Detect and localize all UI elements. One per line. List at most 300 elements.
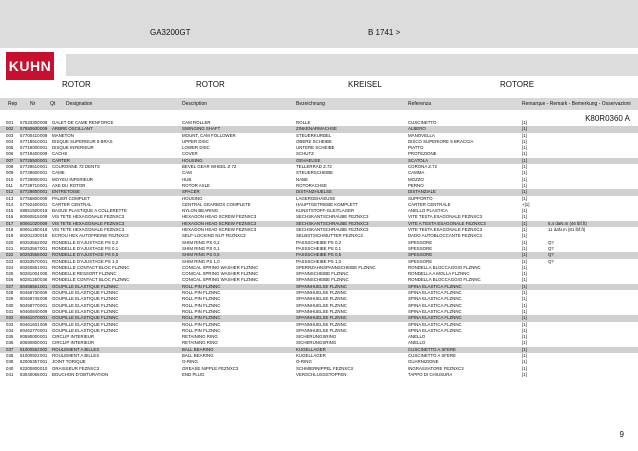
reference-label: B 1741 > bbox=[368, 28, 401, 37]
cell-pos: 039 bbox=[6, 359, 14, 365]
cell-rm: [1] bbox=[522, 120, 527, 125]
cell-en: BALL BEARING bbox=[182, 346, 214, 352]
cell-nr: 80061280 bbox=[20, 227, 40, 233]
cell-it: SPINA ELASTICA FLZNNC bbox=[408, 296, 462, 302]
cell-it: SPINA ELASTICA FLZNNC bbox=[408, 321, 462, 327]
cell-pos: 037 bbox=[6, 346, 14, 352]
cell-de: STEUERKURBEL bbox=[296, 132, 332, 138]
col-designation: Designation bbox=[66, 101, 93, 107]
cell-nr: 83040065 bbox=[20, 371, 40, 377]
cell-rm: [1] bbox=[522, 138, 527, 144]
cell-qt: 001 bbox=[40, 371, 48, 377]
cell-nr: 80253570 bbox=[20, 258, 40, 264]
cell-nr: 80460840 bbox=[20, 308, 40, 314]
cell-pos: 022 bbox=[6, 252, 14, 258]
cell-en: CONICAL SPRING WASHER FLZNNC bbox=[182, 277, 259, 283]
cell-rm: [1] bbox=[522, 290, 527, 296]
cell-rm: [1] bbox=[522, 359, 527, 365]
cell-fr: ENTRETOISE bbox=[52, 189, 80, 195]
cell-nr: 57729610 bbox=[20, 164, 40, 170]
cell-fr: CARTER bbox=[52, 157, 70, 163]
cell-rm: [1] bbox=[522, 157, 527, 163]
cell-fr: ROULEMENT A BILLES bbox=[52, 352, 100, 358]
cell-it: CUSCINETTO bbox=[408, 120, 437, 125]
cell-it: VITE A TESTA ESAGONALE FEZNXC3 bbox=[408, 220, 486, 226]
cell-fr: RONDELLE D'AJUSTAGE PS 0,5 bbox=[52, 252, 119, 258]
cell-it: RONDELLA BLOCCAGGIO FLZNNC bbox=[408, 277, 481, 283]
cell-pos: 016 bbox=[6, 214, 14, 220]
cell-nr: 80461601 bbox=[20, 321, 40, 327]
cell-en: SHIM RING PS 0,2 bbox=[182, 239, 220, 245]
cell-fr: GOUPILLE ELASTIQUE FLZNNC bbox=[52, 308, 119, 314]
cell-nr: 57729800 bbox=[20, 189, 40, 195]
cell-fr: RONDELLE RESSORT FLZNNC bbox=[52, 271, 117, 277]
cell-rm: [1] bbox=[522, 302, 527, 308]
cell-qt: 009 bbox=[40, 321, 48, 327]
cell-de: SELBSTSICHMUTTER FEZNXC3 bbox=[296, 233, 363, 239]
cell-fr: DISQUE INFERIEUR bbox=[52, 145, 94, 151]
cell-en: MOUNT, CAM FOLLOWER bbox=[182, 132, 236, 138]
cell-rm: [1] bbox=[522, 151, 527, 157]
cell-qt: 036 bbox=[40, 277, 48, 283]
cell-pos: 031 bbox=[6, 308, 14, 314]
cell-fr: ARBRE OSCILLANT bbox=[52, 126, 93, 132]
cell-qt: 018 bbox=[40, 208, 48, 214]
cell-nr: 80461070 bbox=[20, 315, 40, 321]
cell-qt: 009 bbox=[40, 220, 48, 226]
cell-ex: Q? bbox=[548, 252, 554, 258]
cell-rm: [1] bbox=[522, 371, 527, 377]
cell-nr: 80590000 bbox=[20, 334, 40, 340]
cell-pos: 008 bbox=[6, 164, 14, 170]
title-fr: ROTOR bbox=[62, 80, 91, 89]
cell-en: UPPER DISC bbox=[182, 138, 209, 144]
cell-rm: [1] bbox=[522, 258, 527, 264]
col-rep: Rep bbox=[8, 101, 18, 107]
cell-rm: [1] bbox=[522, 164, 527, 170]
cell-nr: 80281004 bbox=[20, 271, 40, 277]
cell-de: ZINKENARMACHSE bbox=[296, 126, 337, 132]
cell-qt: 001 bbox=[40, 352, 48, 358]
cell-de: SPANNSCHEIBE FLZNNC bbox=[296, 271, 349, 277]
cell-rm: [1] bbox=[522, 182, 527, 188]
cell-it: ANELLO bbox=[408, 340, 426, 346]
cell-de: SPANNHUELSE FLZNNC bbox=[296, 290, 347, 296]
cell-de: DISTANZHUELSE bbox=[296, 189, 333, 195]
cell-pos: 041 bbox=[6, 371, 14, 377]
cell-de: SPANNHUELSE FLZNNC bbox=[296, 296, 347, 302]
cell-pos: 005 bbox=[6, 145, 14, 151]
cell-it: DISTANZIALE bbox=[408, 189, 436, 195]
cell-en: HUB bbox=[182, 176, 192, 182]
cell-fr: RONDELLE CONTACT BLOC FLZNNC bbox=[52, 264, 130, 270]
cell-rm: [1] bbox=[522, 208, 527, 214]
cell-qt: 009 bbox=[40, 151, 48, 157]
cell-qt: 001 bbox=[40, 264, 48, 270]
cell-de: O-RING bbox=[296, 359, 312, 365]
cell-en: RETAINING RING bbox=[182, 334, 218, 340]
cell-qt: 001 bbox=[40, 334, 48, 340]
cell-de: PASSSCHEIBE PS 0,5 bbox=[296, 252, 342, 258]
cell-qt: 001 bbox=[40, 359, 48, 365]
cell-qt: 002 bbox=[40, 239, 48, 245]
cell-rm: [1] bbox=[522, 352, 527, 358]
cell-fr: BAGUE PLASTIQUE A COLLERETTE bbox=[52, 208, 127, 214]
cell-de: SPANNSCHEIBE FLZNNC bbox=[296, 277, 349, 283]
cell-fr: CARTER CENTRAL bbox=[52, 201, 92, 207]
cell-qt: 001 bbox=[40, 245, 48, 251]
cell-rm: [1] bbox=[522, 252, 527, 258]
cell-qt: 001 bbox=[40, 283, 48, 289]
cell-it: RONDELLA A MOLLA FLZNNC bbox=[408, 271, 470, 277]
cell-qt: 010 bbox=[40, 365, 48, 371]
cell-de: SPANNHUELSE FLZNNC bbox=[296, 302, 347, 308]
cell-pos: 001 bbox=[6, 120, 14, 125]
cell-qt: 009 bbox=[40, 296, 48, 302]
cell-en: ROLL PIN FLZNNC bbox=[182, 296, 221, 302]
cell-pos: 017 bbox=[6, 220, 14, 226]
cell-pos: 012 bbox=[6, 189, 14, 195]
col-remarque: Remarque - Remark - Bemerkung - Osservazioni bbox=[522, 101, 631, 107]
cell-rm: [1] bbox=[522, 189, 527, 195]
cell-rm: [1] bbox=[522, 365, 527, 371]
cell-it: CORONA Z.72 bbox=[408, 164, 438, 170]
cell-rm: [1] bbox=[522, 283, 527, 289]
cell-nr: 57729600 bbox=[20, 170, 40, 176]
cell-fr: GOUPILLE ELASTIQUE FLZNNC bbox=[52, 302, 119, 308]
cell-rm: [1] bbox=[522, 227, 527, 233]
cell-en: ROLL PIN FLZNNC bbox=[182, 308, 221, 314]
cell-en: ROLL PIN FLZNNC bbox=[182, 290, 221, 296]
cell-en: SPACER bbox=[182, 189, 200, 195]
cell-pos: 019 bbox=[6, 233, 14, 239]
cell-en: BALL BEARING bbox=[182, 352, 214, 358]
cell-de: SCHMIERNIPPEL FEZNXC3 bbox=[296, 365, 353, 371]
cell-de: LAGERGEHAEUSE bbox=[296, 195, 336, 201]
cell-rm: [1] bbox=[522, 245, 527, 251]
cell-qt: 001 bbox=[40, 182, 48, 188]
cell-rm: [1] bbox=[522, 214, 527, 220]
cell-pos: 035 bbox=[6, 334, 14, 340]
cell-qt: 002 bbox=[40, 252, 48, 258]
cell-en: SELF-LOCKING NUT FEZNXC3 bbox=[182, 233, 246, 239]
cell-de: STEUERSCHEIBE bbox=[296, 170, 334, 176]
cell-rm: [1] bbox=[522, 220, 527, 226]
parts-table bbox=[0, 120, 638, 378]
cell-qt: 009 bbox=[40, 132, 48, 138]
cell-it: SCATOLA bbox=[408, 157, 429, 163]
cell-fr: CIRCLIP INTERIEUR bbox=[52, 334, 95, 340]
cell-it: CARTER CENTRALE bbox=[408, 201, 451, 207]
cell-en: SHIM RING PS 0,5 bbox=[182, 252, 220, 258]
cell-nr: 57719400 bbox=[20, 151, 40, 157]
cell-rm: [1] bbox=[522, 315, 527, 321]
cell-it: INGRASSATORE FEZNXC3 bbox=[408, 365, 464, 371]
cell-fr: RONDELLE D'AJUSTAGE PS 0,2 bbox=[52, 239, 119, 245]
cell-qt: 009 bbox=[40, 120, 48, 125]
cell-qt: 001 bbox=[40, 340, 48, 346]
cell-qt: 018 bbox=[40, 233, 48, 239]
cell-pos: 004 bbox=[6, 138, 14, 144]
cell-de: SECHSKANTSCHRAUBE FEZNXC3 bbox=[296, 214, 369, 220]
cell-pos: 015 bbox=[6, 208, 14, 214]
cell-fr: JOINT TORIQUE bbox=[52, 359, 86, 365]
cell-pos: 007 bbox=[6, 157, 14, 163]
cell-pos: 036 bbox=[6, 340, 14, 346]
cell-en: ROLL PIN FLZNNC bbox=[182, 283, 221, 289]
cell-de: KUNSTSTOFF-GLEITLAGER bbox=[296, 208, 355, 214]
cell-ex: 11 daN.m (81 lbf.ft) bbox=[548, 227, 586, 233]
cell-qt: 002 bbox=[40, 346, 48, 352]
cell-fr: ROULEMENT A BILLES bbox=[52, 346, 100, 352]
cell-en: ROLL PIN FLZNNC bbox=[182, 315, 221, 321]
cell-it: SPESSORE bbox=[408, 252, 433, 258]
cell-rm: [1] bbox=[522, 308, 527, 314]
cell-nr: 82200800 bbox=[20, 365, 40, 371]
cell-pos: 002 bbox=[6, 126, 14, 132]
cell-nr: 80281250 bbox=[20, 277, 40, 283]
cell-fr: ECROU HEX AUTOFREINE FEZNXC3 bbox=[52, 233, 129, 239]
cell-it: SPINA ELASTICA FLZNNC bbox=[408, 315, 462, 321]
cell-it: DADO AUTOBLOCCANTE FEZNXC3 bbox=[408, 233, 482, 239]
cell-pos: 030 bbox=[6, 302, 14, 308]
cell-nr: 80458745 bbox=[20, 296, 40, 302]
cell-qt: 001 bbox=[40, 327, 48, 333]
cell-en: COVER bbox=[182, 151, 198, 157]
cell-pos: 011 bbox=[6, 182, 13, 188]
cell-en: CAM bbox=[182, 170, 192, 176]
cell-pos: 040 bbox=[6, 365, 14, 371]
cell-pos: 024 bbox=[6, 264, 14, 270]
cell-nr: 80260851 bbox=[20, 264, 40, 270]
cell-fr: VIS TETE HEXAGONALE FEZNXC3 bbox=[52, 214, 125, 220]
cell-nr: 57729900 bbox=[20, 176, 40, 182]
cell-it: ALBERO bbox=[408, 126, 426, 132]
cell-qt: 001 bbox=[40, 138, 48, 144]
cell-fr: GALET DE CAME RENFORCE bbox=[52, 120, 114, 125]
cell-pos: 028 bbox=[6, 290, 14, 296]
cell-rm: [1] bbox=[522, 145, 527, 151]
cell-nr: 58551500 bbox=[20, 208, 40, 214]
cell-qt: 001 bbox=[40, 189, 48, 195]
cell-rm: +[1] bbox=[522, 201, 530, 207]
cell-rm: [1] bbox=[522, 239, 527, 245]
logo-text: KUHN bbox=[8, 58, 52, 74]
cell-en: CONICAL SPRING WASHER FLZNNC bbox=[182, 271, 259, 277]
cell-it: SPINA ELASTICA FLZNNC bbox=[408, 283, 462, 289]
cell-nr: 81000502 bbox=[20, 352, 40, 358]
cell-pos: 038 bbox=[6, 352, 14, 358]
cell-rm: [1] bbox=[522, 132, 527, 138]
cell-en: CONICAL SPRING WASHER FLZNNC bbox=[182, 264, 259, 270]
cell-pos: 013 bbox=[6, 195, 14, 201]
cell-qt: 001 bbox=[40, 170, 48, 176]
cell-fr: GOUPILLE ELASTIQUE FLZNNC bbox=[52, 315, 119, 321]
cell-en: RETAINING RING bbox=[182, 340, 218, 346]
cell-de: PASSSCHEIBE PS 0,2 bbox=[296, 239, 342, 245]
cell-de: PASSSCHEIBE PS 1,0 bbox=[296, 258, 342, 264]
cell-it: CUSCINETTO A SFERE bbox=[408, 346, 456, 352]
cell-pos: 003 bbox=[6, 132, 14, 138]
cell-fr: COURONNE 72 DENTS bbox=[52, 164, 100, 170]
cell-de: SPANNHUELSE FLZNNC bbox=[296, 315, 347, 321]
cell-qt: 001 bbox=[40, 164, 48, 170]
cell-pos: 032 bbox=[6, 315, 14, 321]
cell-qt: 001 bbox=[40, 315, 48, 321]
cell-it: MOZZO bbox=[408, 176, 424, 182]
cell-pos: 009 bbox=[6, 170, 14, 176]
cell-fr: CIRCLIP INTERIEUR bbox=[52, 340, 95, 346]
cell-de: ROLLE bbox=[296, 120, 311, 125]
cell-nr: 57533300 bbox=[20, 120, 40, 125]
cell-nr: 82005357 bbox=[20, 359, 40, 365]
cell-de: UNTERE SCHEIBE bbox=[296, 145, 335, 151]
kuhn-logo bbox=[6, 52, 54, 80]
cell-nr: 57755800 bbox=[20, 195, 40, 201]
cell-de: KUGELLAGER bbox=[296, 346, 326, 352]
col-nr: Nr bbox=[30, 101, 36, 107]
cell-de: SPERRZAHNSPANNSCHEIBE FLZNNC bbox=[296, 264, 376, 270]
cell-de: SPANNHUELSE FLZNNC bbox=[296, 327, 347, 333]
cell-nr: 80060815 bbox=[20, 214, 40, 220]
cell-fr: BOUCHON D'OBTURATION bbox=[52, 371, 109, 377]
cell-en: SHIM RING PS 1,0 bbox=[182, 258, 220, 264]
cell-fr: AXE DU ROTOR bbox=[52, 182, 86, 188]
cell-en: NYLON BEARING bbox=[182, 208, 219, 214]
cell-fr: GOUPILLE ELASTIQUE FLZNNC bbox=[52, 321, 119, 327]
cell-qt: 009 bbox=[40, 195, 48, 201]
cell-fr: DISQUE SUPERIEUR 9 BRAS bbox=[52, 138, 113, 144]
cell-rm: [1] bbox=[522, 321, 527, 327]
cell-de: SCHUTZ bbox=[296, 151, 314, 157]
cell-fr: PALIER COMPLET bbox=[52, 195, 90, 201]
cell-ex: Q? bbox=[548, 258, 554, 264]
cell-en: CENTRAL GEARBOX COMPLETE bbox=[182, 201, 251, 207]
cell-pos: 018 bbox=[6, 227, 14, 233]
cell-rm: [1] bbox=[522, 233, 527, 239]
cell-en: ROTOR AXLE bbox=[182, 182, 210, 188]
cell-nr: 80462770 bbox=[20, 327, 40, 333]
cell-en: END PLUG bbox=[182, 371, 205, 377]
cell-en: GREASE NIPPLE FEZNXC3 bbox=[182, 365, 239, 371]
cell-fr: MOYEU INFERIEUR bbox=[52, 176, 93, 182]
cell-it: SPESSORE bbox=[408, 239, 433, 245]
cell-de: SICHERUNGSRING bbox=[296, 334, 337, 340]
cell-qt: 001 bbox=[40, 302, 48, 308]
cell-en: HOUSING bbox=[182, 157, 203, 163]
cell-qt: 008 bbox=[40, 214, 48, 220]
cell-pos: 025 bbox=[6, 271, 14, 277]
cell-it: ANELLO PLASTICA bbox=[408, 208, 448, 214]
cell-fr: GOUPILLE ELASTIQUE FLZNNC bbox=[52, 290, 119, 296]
cell-qt: 009 bbox=[40, 126, 48, 132]
table-row bbox=[0, 372, 638, 378]
cell-de: SECHSKANTSCHRAUBE FEZNXC3 bbox=[296, 220, 369, 226]
cell-it: CUSCINETTO A SFERE bbox=[408, 352, 456, 358]
cell-nr: 57729710 bbox=[20, 182, 40, 188]
cell-de: HAUPTGETRIEBE KOMPLETT bbox=[296, 201, 358, 207]
cell-de: PASSSCHEIBE PS 0,1 bbox=[296, 245, 342, 251]
cell-it: SPINA ELASTICA FLZNNC bbox=[408, 302, 462, 308]
cell-fr: VIS TETE HEXAGONALE FEZNXC3 bbox=[52, 220, 125, 226]
cell-rm: [1] bbox=[522, 264, 527, 270]
cell-de: SECHSKANTSCHRAUBE FEZNXC3 bbox=[296, 227, 369, 233]
cell-pos: 014 bbox=[6, 201, 14, 207]
cell-it: SPESSORE bbox=[408, 258, 433, 264]
cell-nr: 80458730 bbox=[20, 290, 40, 296]
cell-nr: 80253567 bbox=[20, 245, 40, 251]
cell-it: PIATTO bbox=[408, 145, 424, 151]
cell-nr: 80590800 bbox=[20, 340, 40, 346]
cell-qt: 001 bbox=[40, 258, 48, 264]
cell-rm: [1] bbox=[522, 340, 527, 346]
cell-en: ROLL PIN FLZNNC bbox=[182, 321, 221, 327]
cell-en: HEXAGON HEAD SCREW FEZNXC3 bbox=[182, 214, 257, 220]
cell-en: HEXAGON HEAD SCREW FEZNXC3 bbox=[182, 227, 257, 233]
cell-pos: 027 bbox=[6, 283, 14, 289]
page-number: 9 bbox=[619, 430, 624, 439]
cell-de: VERSCHLUSSSTOPFEN bbox=[296, 371, 347, 377]
cell-de: ROTORACHSE bbox=[296, 182, 327, 188]
cell-qt: 018 bbox=[40, 227, 48, 233]
title-en: ROTOR bbox=[196, 80, 225, 89]
cell-it: SUPPORTO bbox=[408, 195, 433, 201]
cell-qt: 008 bbox=[40, 271, 48, 277]
cell-en: LOWER DISC bbox=[182, 145, 210, 151]
cell-pos: 020 bbox=[6, 239, 14, 245]
cell-pos: 029 bbox=[6, 296, 14, 302]
cell-qt: 001 bbox=[40, 201, 48, 207]
cell-fr: RONDELLE CONTACT BLOC FLZNNC bbox=[52, 277, 130, 283]
cell-rm: [1] bbox=[522, 327, 527, 333]
col-qt: Qt bbox=[50, 101, 56, 107]
cell-de: OBERE SCHEIBE bbox=[296, 138, 332, 144]
cell-nr: 80458561 bbox=[20, 283, 40, 289]
cell-nr: 57725500 bbox=[20, 157, 40, 163]
cell-en: ROLL PIN FLZNNC bbox=[182, 327, 221, 333]
cell-rm: [1] bbox=[522, 296, 527, 302]
cell-qt: 009 bbox=[40, 290, 48, 296]
col-referenza: Referenza bbox=[408, 101, 432, 107]
cell-nr: 80061020 bbox=[20, 220, 40, 226]
cell-it: VITE TESTA ESAGONALE FEZNXC3 bbox=[408, 227, 483, 233]
cell-rm: [1] bbox=[522, 271, 527, 277]
cell-rm: [1] bbox=[522, 277, 527, 283]
title-de: KREISEL bbox=[348, 80, 382, 89]
cell-de: TELLERRAD Z.72 bbox=[296, 164, 332, 170]
cell-nr: 80253562 bbox=[20, 239, 40, 245]
cell-pos: 033 bbox=[6, 321, 14, 327]
cell-fr: GOUPILLE ELASTIQUE FLZNNC bbox=[52, 283, 119, 289]
cell-nr: 57700410 bbox=[20, 132, 40, 138]
cell-fr: RONDELLE D'AJUSTAGE PS 1,0 bbox=[52, 258, 119, 264]
cell-pos: 010 bbox=[6, 176, 14, 182]
cell-nr: 57762400 bbox=[20, 201, 40, 207]
cell-it: GUARNIZIONE bbox=[408, 359, 439, 365]
cell-nr: 80201230 bbox=[20, 233, 40, 239]
col-description: Description bbox=[182, 101, 208, 107]
cell-en: HOUSING bbox=[182, 195, 203, 201]
cell-de: SPANNHUELSE FLZNNC bbox=[296, 308, 347, 314]
cell-nr: 80458770 bbox=[20, 302, 40, 308]
cell-pos: 026 bbox=[6, 277, 14, 283]
cell-fr: VIS TETE HEXAGONALE FEZNXC3 bbox=[52, 227, 125, 233]
cell-it: TAPPO DI CHIUSURA bbox=[408, 371, 453, 377]
cell-de: GEHAEUSE bbox=[296, 157, 321, 163]
cell-it: SPINA ELASTICA FLZNNC bbox=[408, 290, 462, 296]
cell-it: SPESSORE bbox=[408, 245, 433, 251]
cell-nr: 57718910 bbox=[20, 138, 40, 144]
